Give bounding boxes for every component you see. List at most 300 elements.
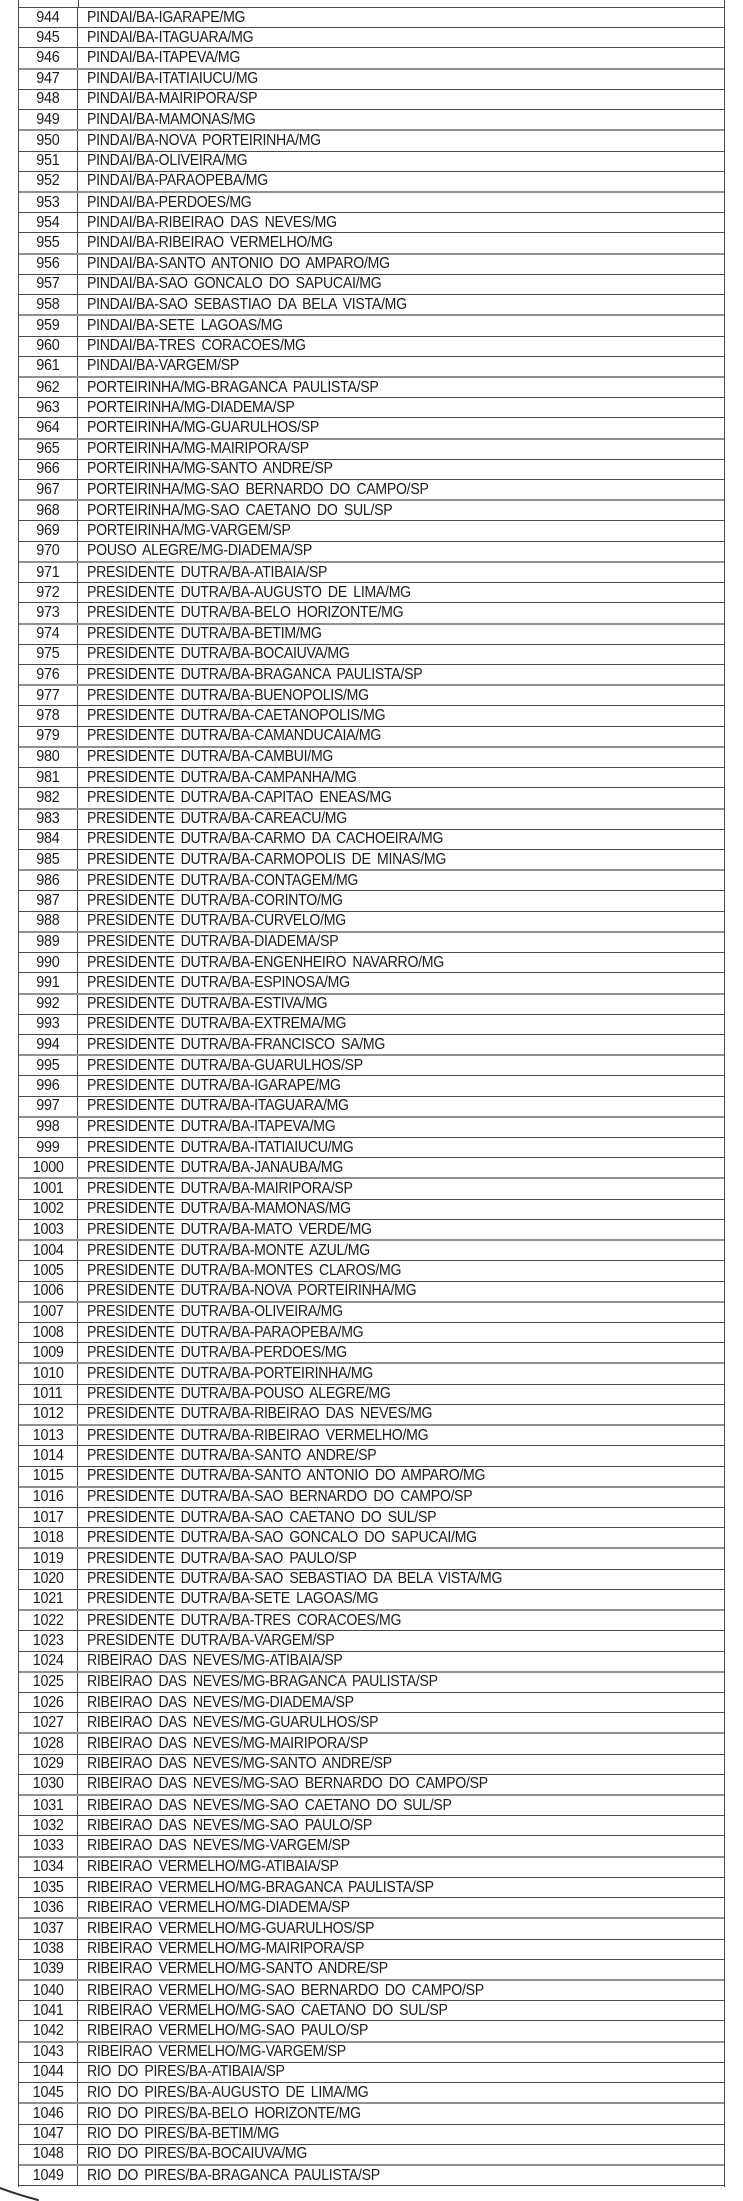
table-row: [19, 193, 724, 213]
route-cell: [78, 1940, 724, 1959]
row-number: 1045: [32, 2083, 64, 2101]
table-row: [19, 1836, 724, 1857]
row-number: 1008: [32, 1323, 64, 1341]
route-cell: [78, 1898, 724, 1917]
route-label: PRESIDENTE DUTRA/BA-CARMOPOLIS DE MINAS/MG: [87, 850, 447, 868]
row-number: 987: [36, 892, 60, 910]
route-cell: [78, 1467, 724, 1486]
route-cell: [78, 563, 724, 582]
row-number: 1006: [32, 1282, 64, 1300]
row-number-cell: [19, 788, 78, 807]
row-number-cell: [19, 1056, 78, 1075]
route-cell: [78, 2043, 724, 2062]
route-cell: [78, 1488, 724, 1507]
table-row: [19, 1097, 724, 1118]
row-number-cell: [19, 1015, 78, 1034]
table-row: [19, 1118, 724, 1138]
table-row: [19, 2104, 724, 2124]
row-number: 984: [36, 830, 60, 848]
row-number: 1012: [32, 1405, 64, 1423]
route-label: PRESIDENTE DUTRA/BA-GUARULHOS/SP: [87, 1056, 363, 1074]
route-label: POUSO ALEGRE/MG-DIADEMA/SP: [87, 542, 313, 560]
row-number: 1017: [32, 1508, 64, 1526]
route-cell: [78, 1364, 724, 1383]
route-cell: [78, 460, 724, 479]
route-label: PORTEIRINHA/MG-DIADEMA/SP: [87, 398, 295, 416]
row-number: 976: [36, 665, 60, 683]
row-number: 990: [36, 953, 60, 971]
route-cell: [78, 2104, 724, 2123]
route-cell: [78, 440, 724, 459]
row-number: 1027: [32, 1713, 64, 1731]
row-number-cell: [19, 213, 78, 232]
route-cell: [78, 1631, 724, 1650]
route-cell: [78, 1590, 724, 1609]
row-number-cell: [19, 1858, 78, 1877]
table-row: [19, 1816, 724, 1836]
route-cell: [78, 1528, 724, 1547]
row-number: 1041: [32, 2001, 64, 2019]
route-cell: [78, 1241, 724, 1260]
table-row: [19, 460, 724, 480]
row-number: 1022: [32, 1611, 64, 1629]
row-number: 988: [36, 912, 60, 930]
row-number: 1033: [32, 1837, 64, 1855]
route-cell: [78, 1611, 724, 1630]
route-label: PRESIDENTE DUTRA/BA-SETE LAGOAS/MG: [87, 1590, 379, 1608]
table-row: [19, 521, 724, 541]
route-label: PINDAI/BA-VARGEM/SP: [87, 357, 239, 375]
row-number: 971: [36, 563, 60, 581]
table-row: [19, 1015, 724, 1035]
route-label: PRESIDENTE DUTRA/BA-MONTES CLAROS/MG: [87, 1261, 402, 1279]
row-number-cell: [19, 255, 78, 274]
row-number: 949: [36, 110, 60, 128]
row-number-cell: [19, 1118, 78, 1137]
row-number-cell: [19, 70, 78, 89]
row-number-cell: [19, 1590, 78, 1609]
route-cell: [78, 1673, 724, 1692]
route-cell: [78, 933, 724, 952]
route-cell: [78, 645, 724, 664]
row-number: 1007: [32, 1303, 64, 1321]
route-cell: [78, 90, 724, 109]
table-row: [19, 1282, 724, 1303]
table-row: [19, 973, 724, 994]
route-cell: [78, 501, 724, 520]
route-cell: [78, 768, 724, 787]
row-number-cell: [19, 110, 78, 129]
row-number-cell: [19, 1220, 78, 1239]
table-row: [19, 1570, 724, 1590]
row-number-cell: [19, 378, 78, 397]
route-label: RIBEIRAO DAS NEVES/MG-MAIRIPORA/SP: [87, 1734, 369, 1752]
row-number: 998: [36, 1118, 60, 1136]
route-label: PRESIDENTE DUTRA/BA-BELO HORIZONTE/MG: [87, 603, 404, 621]
route-label: PRESIDENTE DUTRA/BA-CAETANOPOLIS/MG: [87, 707, 386, 725]
row-number: 1037: [32, 1919, 64, 1937]
row-number: 1009: [32, 1343, 64, 1361]
table-row: [19, 1611, 724, 1631]
route-cell: [78, 1343, 724, 1362]
table-row: [19, 912, 724, 933]
row-number-cell: [19, 460, 78, 479]
row-number: 1015: [32, 1467, 64, 1485]
table-row: [19, 48, 724, 69]
route-label: PRESIDENTE DUTRA/BA-SAO CAETANO DO SUL/SP: [87, 1508, 437, 1526]
row-number: 986: [36, 871, 60, 889]
row-number: 948: [36, 90, 60, 108]
row-number-cell: [19, 1364, 78, 1383]
row-number: 959: [36, 316, 60, 334]
row-number-cell: [19, 1878, 78, 1897]
row-number-cell: [19, 1426, 78, 1445]
row-number: 1042: [32, 2022, 64, 2040]
row-number-cell: [19, 193, 78, 212]
row-number-cell: [19, 625, 78, 644]
table-row: [19, 2063, 724, 2083]
table-row: [19, 1323, 724, 1343]
route-label: RIBEIRAO DAS NEVES/MG-ATIBAIA/SP: [87, 1652, 343, 1670]
row-number-cell: [19, 748, 78, 767]
row-number: 1019: [32, 1550, 64, 1568]
route-label: PRESIDENTE DUTRA/BA-EXTREMA/MG: [87, 1015, 347, 1033]
row-number: 946: [36, 49, 60, 67]
row-number: 958: [36, 295, 60, 313]
route-cell: [78, 1056, 724, 1075]
row-number: 945: [36, 28, 60, 46]
route-cell: [78, 583, 724, 602]
route-cell: [78, 1858, 724, 1877]
row-number: 983: [36, 810, 60, 828]
row-number-cell: [19, 501, 78, 520]
route-label: PINDAI/BA-IGARAPE/MG: [87, 8, 246, 26]
row-number: 965: [36, 440, 60, 458]
row-number: 947: [36, 70, 60, 88]
route-cell: [78, 1816, 724, 1835]
route-cell: [78, 110, 724, 129]
route-cell: [78, 2125, 724, 2144]
row-number: 1029: [32, 1755, 64, 1773]
route-label: PINDAI/BA-TRES CORACOES/MG: [87, 337, 306, 355]
route-label: PINDAI/BA-RIBEIRAO VERMELHO/MG: [87, 234, 333, 252]
route-cell: [78, 1960, 724, 1979]
route-cell: [78, 28, 724, 47]
route-label: PORTEIRINHA/MG-SAO CAETANO DO SUL/SP: [87, 501, 393, 519]
route-label: PRESIDENTE DUTRA/BA-CARMO DA CACHOEIRA/MG: [87, 830, 444, 848]
route-label: RIO DO PIRES/BA-BETIM/MG: [87, 2125, 280, 2143]
route-cell: [78, 378, 724, 397]
row-number: 1010: [32, 1365, 64, 1383]
row-number-cell: [19, 542, 78, 561]
route-label: PINDAI/BA-MAIRIPORA/SP: [87, 90, 258, 108]
table-row: [19, 1385, 724, 1405]
route-cell: [78, 2001, 724, 2020]
route-label: PRESIDENTE DUTRA/BA-JANAUBA/MG: [87, 1158, 344, 1176]
row-number-cell: [19, 418, 78, 437]
route-label: PRESIDENTE DUTRA/BA-AUGUSTO DE LIMA/MG: [87, 583, 411, 601]
row-number: 1032: [32, 1816, 64, 1834]
row-number: 977: [36, 686, 60, 704]
route-label: RIBEIRAO VERMELHO/MG-MAIRIPORA/SP: [87, 1940, 365, 1958]
row-number-cell: [19, 995, 78, 1014]
route-label: PRESIDENTE DUTRA/BA-ATIBAIA/SP: [87, 563, 328, 581]
table-row: [19, 275, 724, 295]
route-cell: [78, 275, 724, 294]
row-number: 1028: [32, 1734, 64, 1752]
route-label: RIBEIRAO VERMELHO/MG-DIADEMA/SP: [87, 1898, 350, 1916]
route-label: PRESIDENTE DUTRA/BA-ITAPEVA/MG: [87, 1118, 336, 1136]
row-number-cell: [19, 1775, 78, 1794]
row-number-cell: [19, 2043, 78, 2062]
table-row: [19, 1488, 724, 1508]
route-cell: [78, 810, 724, 829]
table-row: [19, 1261, 724, 1281]
route-label: PRESIDENTE DUTRA/BA-SANTO ANTONIO DO AMPARO/MG: [87, 1467, 486, 1485]
row-number: 952: [36, 172, 60, 190]
route-cell: [78, 850, 724, 869]
table-row: [19, 2001, 724, 2021]
route-label: PORTEIRINHA/MG-MAIRIPORA/SP: [87, 440, 309, 458]
table-row: [19, 1364, 724, 1384]
row-number: 1039: [32, 1960, 64, 1978]
row-number-cell: [19, 2104, 78, 2123]
table-row: [19, 1878, 724, 1898]
row-number-cell: [19, 1303, 78, 1322]
route-cell: [78, 295, 724, 314]
row-number: 1030: [32, 1775, 64, 1793]
row-number: 1047: [32, 2125, 64, 2143]
table-body: [19, 8, 724, 2187]
route-cell: [78, 542, 724, 561]
table-row: [19, 810, 724, 830]
route-label: PRESIDENTE DUTRA/BA-PORTEIRINHA/MG: [87, 1365, 373, 1383]
table-row: [19, 1898, 724, 1919]
route-label: PINDAI/BA-PERDOES/MG: [87, 193, 252, 211]
row-number-cell: [19, 28, 78, 47]
route-cell: [78, 1734, 724, 1753]
row-number: 966: [36, 460, 60, 478]
row-number: 1026: [32, 1693, 64, 1711]
route-label: PRESIDENTE DUTRA/BA-CORINTO/MG: [87, 892, 343, 910]
route-cell: [78, 152, 724, 171]
row-number-cell: [19, 2063, 78, 2082]
table-row: [19, 1652, 724, 1673]
table-row: [19, 440, 724, 460]
row-number-cell: [19, 1693, 78, 1712]
row-number-cell: [19, 2021, 78, 2040]
route-cell: [78, 1303, 724, 1322]
table-row: [19, 768, 724, 788]
row-number: 1031: [32, 1796, 64, 1814]
route-cell: [78, 973, 724, 992]
row-number: 1049: [32, 2166, 64, 2184]
table-row: [19, 1631, 724, 1651]
table-row: [19, 378, 724, 398]
route-label: PRESIDENTE DUTRA/BA-CAREACU/MG: [87, 810, 347, 828]
row-number: 1005: [32, 1261, 64, 1279]
table-row: [19, 1549, 724, 1569]
route-cell: [78, 1878, 724, 1897]
row-number-cell: [19, 1158, 78, 1177]
route-label: RIBEIRAO VERMELHO/MG-BRAGANCA PAULISTA/SP: [87, 1878, 434, 1896]
row-number-cell: [19, 316, 78, 335]
row-number: 963: [36, 398, 60, 416]
row-number: 1021: [32, 1590, 64, 1608]
row-number-cell: [19, 563, 78, 582]
route-label: PINDAI/BA-PARAOPEBA/MG: [87, 172, 268, 190]
table-row: [19, 8, 724, 28]
route-label: RIBEIRAO VERMELHO/MG-GUARULHOS/SP: [87, 1919, 375, 1937]
route-label: PRESIDENTE DUTRA/BA-MAMONAS/MG: [87, 1200, 351, 1218]
row-number-cell: [19, 275, 78, 294]
row-number: 960: [36, 337, 60, 355]
row-number-cell: [19, 727, 78, 746]
row-number-cell: [19, 1940, 78, 1959]
route-label: PINDAI/BA-OLIVEIRA/MG: [87, 152, 248, 170]
table-row: [19, 152, 724, 172]
route-label: RIBEIRAO DAS NEVES/MG-DIADEMA/SP: [87, 1693, 354, 1711]
row-number-cell: [19, 1488, 78, 1507]
row-number-cell: [19, 891, 78, 910]
row-number: 1025: [32, 1673, 64, 1691]
route-cell: [78, 1836, 724, 1855]
route-label: PRESIDENTE DUTRA/BA-SAO PAULO/SP: [87, 1550, 357, 1568]
row-number-cell: [19, 1981, 78, 2000]
route-label: PRESIDENTE DUTRA/BA-BOCAIUVA/MG: [87, 645, 350, 663]
route-label: PRESIDENTE DUTRA/BA-MAIRIPORA/SP: [87, 1180, 353, 1198]
route-label: PRESIDENTE DUTRA/BA-DIADEMA/SP: [87, 933, 339, 951]
table-row: [19, 933, 724, 953]
route-cell: [78, 1981, 724, 2000]
route-cell: [78, 1508, 724, 1527]
row-number-cell: [19, 706, 78, 725]
route-cell: [78, 871, 724, 890]
row-number: 1018: [32, 1528, 64, 1546]
row-number: 989: [36, 933, 60, 951]
row-number-cell: [19, 152, 78, 171]
row-number: 1040: [32, 1981, 64, 1999]
row-number-cell: [19, 1179, 78, 1198]
route-cell: [78, 398, 724, 417]
table-row: [19, 748, 724, 768]
row-number: 1048: [32, 2145, 64, 2163]
row-number: 995: [36, 1056, 60, 1074]
row-number: 957: [36, 275, 60, 293]
route-cell: [78, 625, 724, 644]
route-cell: [78, 213, 724, 232]
route-label: RIBEIRAO VERMELHO/MG-SAO PAULO/SP: [87, 2022, 369, 2040]
row-number-cell: [19, 2125, 78, 2144]
table-row: [19, 1775, 724, 1796]
row-number-cell: [19, 357, 78, 376]
route-cell: [78, 1446, 724, 1465]
table-row: [19, 70, 724, 90]
route-table: [18, 0, 725, 2187]
route-cell: [78, 255, 724, 274]
route-label: PRESIDENTE DUTRA/BA-ESPINOSA/MG: [87, 973, 350, 991]
row-number: 956: [36, 255, 60, 273]
route-label: PRESIDENTE DUTRA/BA-CAMPANHA/MG: [87, 768, 357, 786]
row-number-cell: [19, 686, 78, 705]
row-number-cell: [19, 172, 78, 191]
table-row: [19, 1426, 724, 1446]
row-number-cell: [19, 1549, 78, 1568]
row-number-cell: [19, 665, 78, 684]
table-row: [19, 788, 724, 809]
row-number-cell: [19, 131, 78, 150]
route-cell: [78, 995, 724, 1014]
table-row: [19, 1755, 724, 1775]
table-row: [19, 1960, 724, 1981]
route-label: RIBEIRAO DAS NEVES/MG-SAO BERNARDO DO CAMPO/SP: [87, 1775, 488, 1793]
row-number-cell: [19, 583, 78, 602]
row-number-cell: [19, 2001, 78, 2020]
table-row: [19, 1673, 724, 1693]
row-number-cell: [19, 1673, 78, 1692]
table-row: [19, 1508, 724, 1528]
row-number: 1038: [32, 1940, 64, 1958]
route-label: PORTEIRINHA/MG-VARGEM/SP: [87, 522, 291, 540]
table-row: [19, 1138, 724, 1158]
route-label: PINDAI/BA-RIBEIRAO DAS NEVES/MG: [87, 213, 337, 231]
route-label: PRESIDENTE DUTRA/BA-BUENOPOLIS/MG: [87, 686, 369, 704]
route-cell: [78, 1097, 724, 1116]
row-number-cell: [19, 398, 78, 417]
route-cell: [78, 1179, 724, 1198]
row-number: 953: [36, 193, 60, 211]
row-number-cell: [19, 90, 78, 109]
route-cell: [78, 70, 724, 89]
row-number: 970: [36, 542, 60, 560]
route-label: RIBEIRAO DAS NEVES/MG-SANTO ANDRE/SP: [87, 1755, 392, 1773]
route-label: PRESIDENTE DUTRA/BA-SANTO ANDRE/SP: [87, 1446, 377, 1464]
row-number: 979: [36, 727, 60, 745]
table-row: [19, 891, 724, 911]
row-number: 968: [36, 501, 60, 519]
route-cell: [78, 172, 724, 191]
row-number: 1002: [32, 1200, 64, 1218]
route-cell: [78, 480, 724, 499]
route-cell: [78, 686, 724, 705]
route-cell: [78, 1138, 724, 1157]
row-number: 991: [36, 973, 60, 991]
table-row: [19, 357, 724, 378]
row-number: 1020: [32, 1570, 64, 1588]
route-label: PRESIDENTE DUTRA/BA-ITATIAIUCU/MG: [87, 1138, 354, 1156]
row-number: 980: [36, 748, 60, 766]
table-row: [19, 255, 724, 275]
route-cell: [78, 1713, 724, 1732]
row-number: 962: [36, 378, 60, 396]
row-number-cell: [19, 1816, 78, 1835]
row-number: 982: [36, 788, 60, 806]
row-number-cell: [19, 1343, 78, 1362]
table-row: [19, 1693, 724, 1713]
row-number: 1024: [32, 1652, 64, 1670]
table-row: [19, 337, 724, 357]
route-label: PINDAI/BA-NOVA PORTEIRINHA/MG: [87, 131, 321, 149]
route-cell: [78, 1693, 724, 1712]
route-cell: [78, 748, 724, 767]
table-row: [19, 1056, 724, 1076]
route-label: PRESIDENTE DUTRA/BA-CAMANDUCAIA/MG: [87, 727, 382, 745]
row-number: 1003: [32, 1220, 64, 1238]
route-label: PINDAI/BA-SAO SEBASTIAO DA BELA VISTA/MG: [87, 295, 407, 313]
route-label: PINDAI/BA-ITAGUARA/MG: [87, 28, 254, 46]
table-row: [19, 603, 724, 624]
route-label: PRESIDENTE DUTRA/BA-SAO SEBASTIAO DA BELA VISTA/MG: [87, 1570, 503, 1588]
